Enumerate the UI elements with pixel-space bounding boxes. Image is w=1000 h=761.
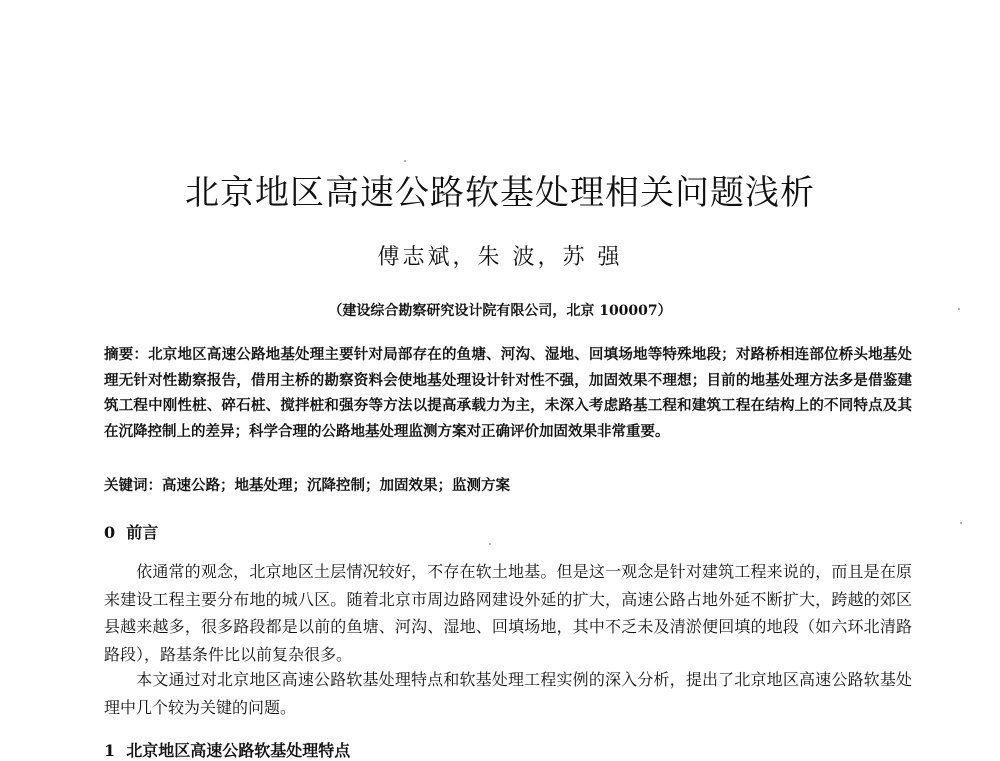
paragraph-2 [104, 666, 912, 721]
scan-speck [960, 522, 962, 524]
section-title: 前言 [126, 523, 159, 542]
affiliation: （建设综合勘察研究设计院有限公司，北京 100007） [328, 303, 672, 319]
scan-speck [489, 543, 491, 545]
abstract-text: 北京地区高速公路地基处理主要针对局部存在的鱼塘、河沟、湿地、回填场地等特殊地段；对路桥相连部位桥头地基处理无针对性勘察报告，借用主桥的勘察资料会使地基处理设计针对性不强，加固效果不理想；目前的地基处理方法多是借鉴建筑工程中刚性桩、碎石桩、搅拌桩和强夯等方法以提高承载力为主，未深入考虑路基工程和建筑工程在结构上的不同特点及其在沉降控制上的差异；科学合理的公路地基处理监测方案对正确评价加固效果非常重要。 [104, 346, 913, 440]
keywords-label: 关键词： [104, 477, 162, 494]
section-number: 0 [104, 523, 116, 542]
scan-speck [404, 160, 406, 162]
paper-title: 北京地区高速公路软基处理相关问题浅析 [185, 173, 815, 213]
abstract-label: 摘要： [104, 346, 149, 363]
section-number: 1 [104, 741, 116, 760]
paragraph-text: 依通常的观念，北京地区土层情况较好，不存在软土地基。但是这一观念是针对建筑工程来说的，而且是在原来建设工程主要分布地的城八区。随着北京市周边路网建设外延的扩大，高速公路占地外延不断扩大，跨越的郊区县越来越多，很多路段都是以前的鱼塘、河沟、湿地、回填场地，其中不乏未及清淤便回填的地段（如六环北清路路段），路基条件比以前复杂很多。 [104, 562, 912, 664]
keywords [104, 474, 912, 498]
section-title: 北京地区高速公路软基处理特点 [126, 741, 351, 760]
paragraph-text: 本文通过对北京地区高速公路软基处理特点和软基处理工程实例的深入分析，提出了北京地区高速公路软基处理中几个较为关键的问题。 [104, 670, 912, 717]
abstract [104, 342, 912, 444]
section-heading-1 [104, 738, 350, 761]
authors: 傅志斌，朱 波，苏 强 [377, 245, 623, 270]
scan-speck [958, 308, 960, 310]
paragraph-1 [104, 558, 912, 668]
section-heading-0 [104, 520, 158, 543]
keywords-text: 高速公路；地基处理；沉降控制；加固效果；监测方案 [162, 477, 510, 494]
